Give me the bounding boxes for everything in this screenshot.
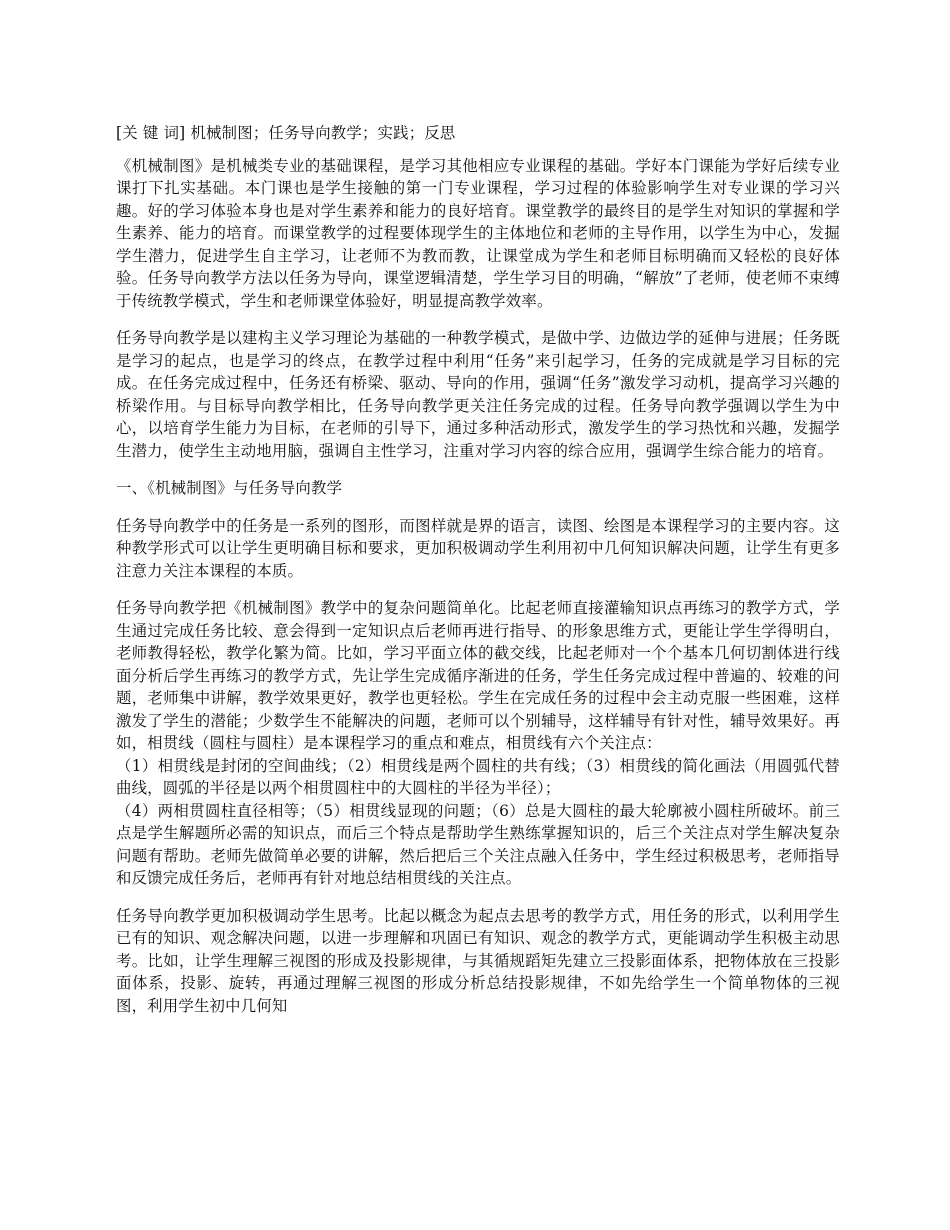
section-heading: 一、《机械制图》与任务导向教学 xyxy=(116,479,343,497)
section-paragraph-1: 任务导向教学中的任务是一系列的图形，而图样就是界的语言，读图、绘图是本课程学习的主要内容。这种教学形式可以让学生更明确目标和要求，更加积极调动学生利用初中几何知识解决问题，让学生有更多注意力关注本课程的本质。 xyxy=(116,516,840,580)
section-paragraph-2: 任务导向教学把《机械制图》教学中的复杂问题简单化。比起老师直接灌输知识点再练习的教学方式，学生通过完成任务比较、意会得到一定知识点后老师再进行指导、的形象思维方式，更能让学生学得明白，老师教得轻松，教学化繁为简。比如，学习平面立体的截交线，比起老师对一个个基本几何切割体进行线面分析后学生再练习的教学方式，先让学生完成循序渐进的任务，学生任务完成过程中普遍的、较难的问题，老师集中讲解，教学效果更好，教学也更轻松。学生在完成任务的过程中会主动克服一些困难，这样激发了学生的潜能；少数学生不能解决的问题，老师可以个别辅导，这样辅导有针对性，辅导效果好。再如，相贯线（圆柱与圆柱）是本课程学习的重点和难点，相贯线有六个关注点： xyxy=(116,599,840,752)
intro-paragraph-1: 《机械制图》是机械类专业的基础课程，是学习其他相应专业课程的基础。学好本门课能为学好后续专业课打下扎实基础。本门课也是学生接触的第一门专业课程，学习过程的体验影响学生对专业课的学习兴趣。好的学习体验本身也是对学生素养和能力的良好培育。课堂教学的最终目的是学生对知识的掌握和学生素养、能力的培育。而课堂教学的过程要体现学生的主体地位和老师的主导作用，以学生为中心，发掘学生潜力，促进学生自主学习，让老师不为教而教，让课堂成为学生和老师目标明确而又轻松的良好体验。任务导向教学方法以任务为导向，课堂逻辑清楚，学生学习目的明确，“解放”了老师，使老师不束缚于传统教学模式，学生和老师课堂体验好，明显提高教学效率。 xyxy=(116,156,840,310)
section-list-part-1: （1）相贯线是封闭的空间曲线；（2）相贯线是两个圆柱的共有线；（3）相贯线的简化画法（用圆弧代替曲线，圆弧的半径是以两个相贯圆柱中的大圆柱的半径为半径）； xyxy=(116,756,840,797)
keywords-text: 机械制图；任务导向教学；实践；反思 xyxy=(190,124,456,142)
document-page xyxy=(116,122,840,1032)
keywords-label: [关 键 词] xyxy=(116,124,186,142)
intro-paragraph-2: 任务导向教学是以建构主义学习理论为基础的一种教学模式，是做中学、边做边学的延伸与进展；任务既是学习的起点，也是学习的终点，在教学过程中利用“任务”来引起学习，任务的完成就是学习目标的完成。在任务完成过程中，任务还有桥梁、驱动、导向的作用，强调“任务”激发学习动机，提高学习兴趣的桥梁作用。与目标导向教学相比，任务导向教学更关注任务完成的过程。任务导向教学强调以学生为中心，以培育学生能力为目标，在老师的引导下，通过多种活动形式，激发学生的学习热忱和兴趣，发掘学生潜力，使学生主动地用脑，强调自主性学习，注重对学习内容的综合应用，强调学生综合能力的培育。 xyxy=(116,329,840,460)
keywords-line xyxy=(116,122,840,145)
section-paragraph-2-block xyxy=(116,597,840,890)
section-list-part-2: （4）两相贯圆柱直径相等；（5）相贯线显现的问题；（6）总是大圆柱的最大轮廓被小圆柱所破坏。前三点是学生解题所必需的知识点，而后三个特点是帮助学生熟练掌握知识的，后三个关注点对学生解决复杂问题有帮助。老师先做简单必要的讲解，然后把后三个关注点融入任务中，学生经过积极思考，老师指导和反馈完成任务后，老师再有针对地总结相贯线的关注点。 xyxy=(116,801,840,887)
section-paragraph-3: 任务导向教学更加积极调动学生思考。比起以概念为起点去思考的教学方式，用任务的形式，以利用学生已有的知识、观念解决问题，以进一步理解和巩固已有知识、观念的教学方式，更能调动学生积极主动思考。比如，让学生理解三视图的形成及投影规律，与其循规蹈矩先建立三投影面体系，把物体放在三投影面体系，投影、旋转，再通过理解三视图的形成分析总结投影规律，不如先给学生一个简单物体的三视图，利用学生初中几何知 xyxy=(116,906,840,1015)
